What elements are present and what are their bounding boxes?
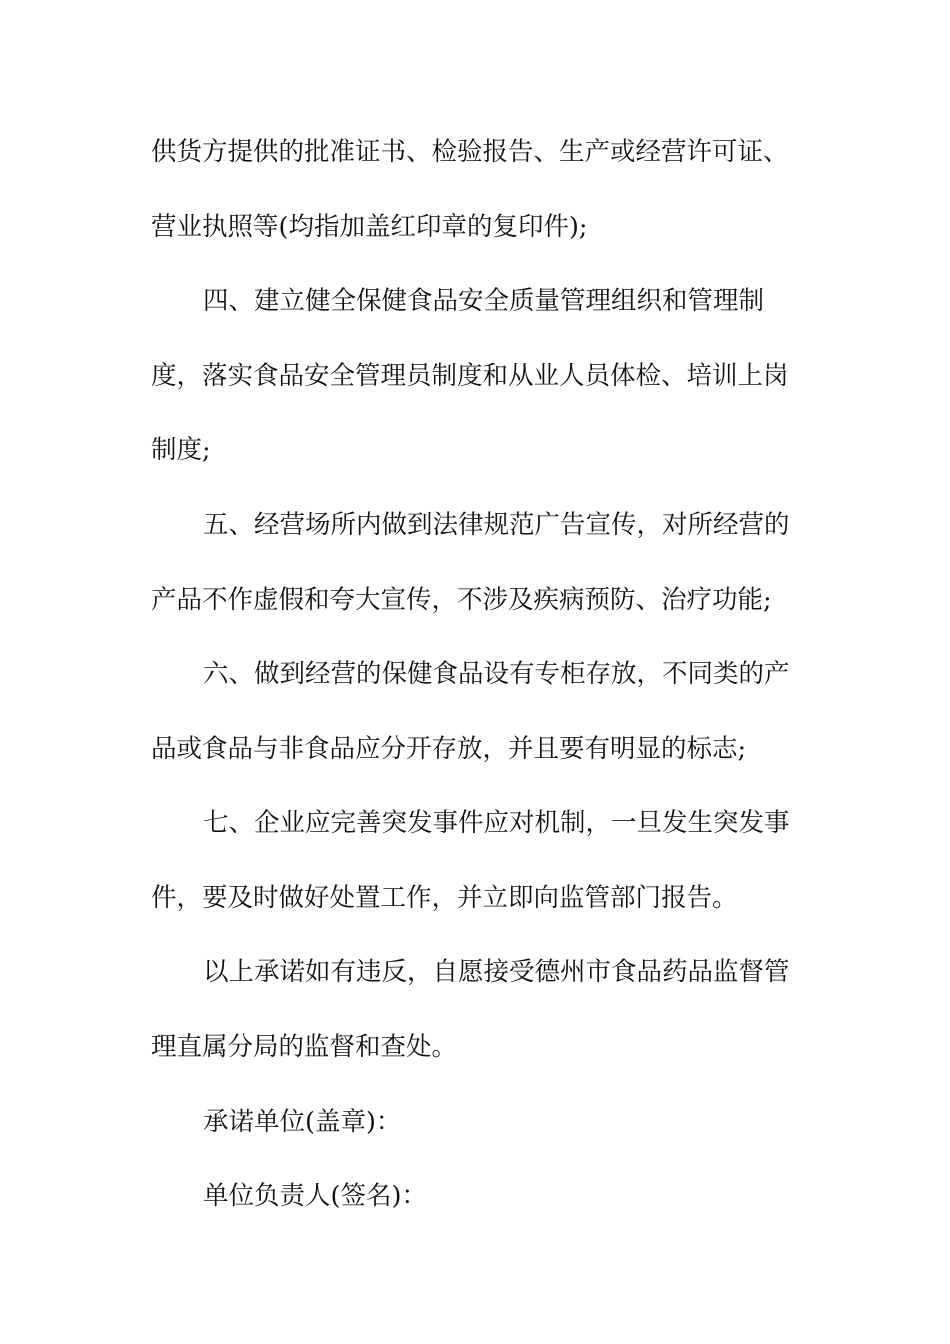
pledge-statement: 以上承诺如有违反，自愿接受德州市食品药品监督管 xyxy=(203,957,790,987)
text-line: 度，落实食品安全管理员制度和从业人员体检、培训上岗 xyxy=(151,361,789,391)
text-line: 品或食品与非食品应分开存放，并且要有明显的标志; xyxy=(151,734,747,764)
text-line: 理直属分局的监督和查处。 xyxy=(151,1032,458,1062)
paragraph-item-7: 七、企业应完善突发事件应对机制，一旦发生突发事 xyxy=(203,808,790,838)
paragraph-item-4: 四、建立健全保健食品安全质量管理组织和管理制 xyxy=(203,286,765,316)
paragraph-item-5: 五、经营场所内做到法律规范广告宣传，对所经营的 xyxy=(203,510,790,540)
paragraph-item-6: 六、做到经营的保健食品设有专柜存放，不同类的产 xyxy=(203,659,790,689)
text-line: 供货方提供的批准证书、检验报告、生产或经营许可证、 xyxy=(151,137,789,167)
unit-leader-signature-label: 单位负责人(签名)： xyxy=(203,1181,427,1211)
text-line: 产品不作虚假和夸大宣传，不涉及疾病预防、治疗功能; xyxy=(151,585,772,615)
text-line: 制度; xyxy=(151,435,211,465)
pledging-unit-seal-label: 承诺单位(盖章)： xyxy=(203,1107,402,1137)
text-line: 营业执照等(均指加盖红印章的复印件); xyxy=(151,212,588,242)
text-line: 件，要及时做好处置工作，并立即向监管部门报告。 xyxy=(151,883,738,913)
